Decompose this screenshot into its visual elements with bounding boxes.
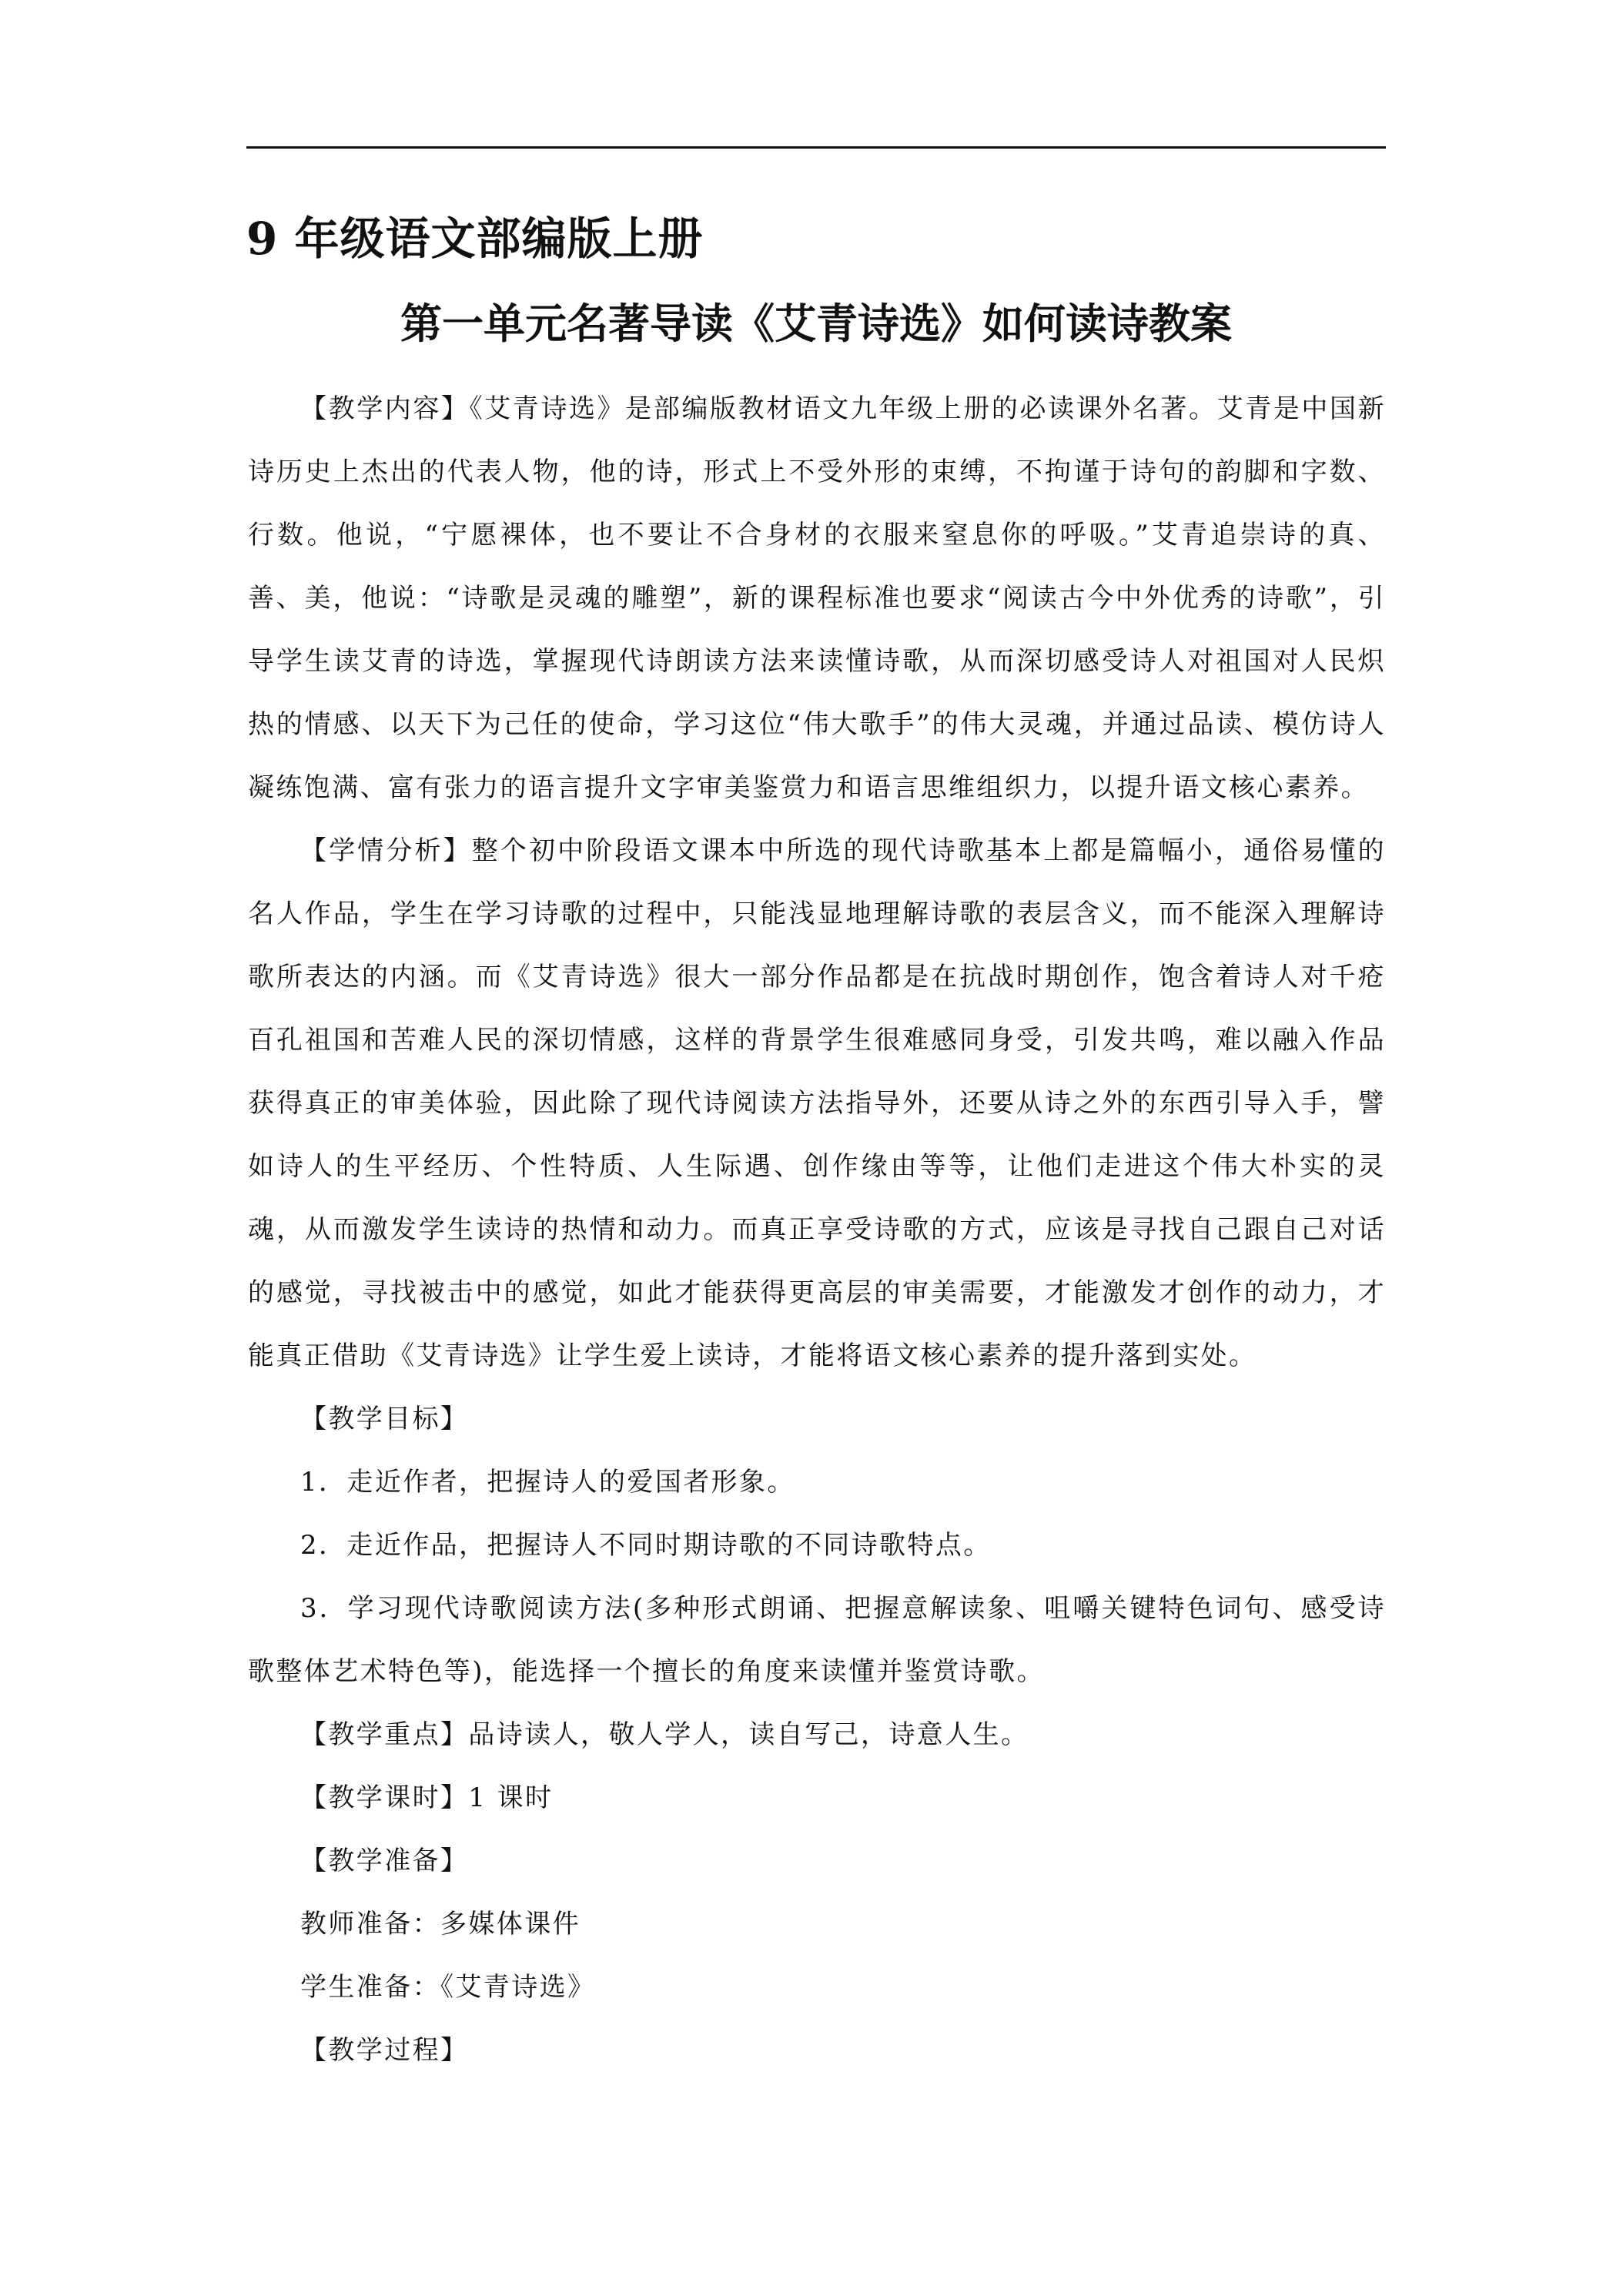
teaching-content-paragraph: 【教学内容】《艾青诗选》是部编版教材语文九年级上册的必读课外名著。艾青是中国新诗历史上杰出的代表人物，他的诗，形式上不受外形的束缚，不拘谨于诗句的韵脚和字数、行数。他说，“宁愿裸体，也不要让不合身材的衣服来窒息你的呼吸。”艾青追崇诗的真、善、美，他说：“诗歌是灵魂的雕塑”，新的课程标准也要求“阅读古今中外优秀的诗歌”，引导学生读艾青的诗选，掌握现代诗朗读方法来读懂诗歌，从而深切感受诗人对祖国对人民炽热的情感、以天下为己任的使命，学习这位“伟大歌手”的伟大灵魂，并通过品读、模仿诗人凝练饱满、富有张力的语言提升文字审美鉴赏力和语言思维组织力，以提升语文核心素养。 (248, 393, 1386, 803)
goals-heading: 【教学目标】 (300, 1404, 469, 1434)
prep-heading: 【教学准备】 (300, 1846, 469, 1876)
header-rule (246, 146, 1386, 149)
process-heading: 【教学过程】 (300, 2035, 469, 2066)
document-body (248, 377, 1386, 2082)
student-prep-paragraph: 学生准备：《艾青诗选》 (300, 1972, 596, 2003)
learning-analysis-paragraph: 【学情分析】整个初中阶段语文课本中所选的现代诗歌基本上都是篇幅小，通俗易懂的名人作品，学生在学习诗歌的过程中，只能浅显地理解诗歌的表层含义，而不能深入理解诗歌所表达的内涵。而《艾青诗选》很大一部分作品都是在抗战时期创作，饱含着诗人对千疮百孔祖国和苦难人民的深切情感，这样的背景学生很难感同身受，引发共鸣，难以融入作品获得真正的审美体验，因此除了现代诗阅读方法指导外，还要从诗之外的东西引导入手，譬如诗人的生平经历、个性特质、人生际遇、创作缘由等等，让他们走进这个伟大朴实的灵魂，从而激发学生读诗的热情和动力。而真正享受诗歌的方式，应该是寻找自己跟自己对话的感觉，寻找被击中的感觉，如此才能获得更高层的审美需要，才能激发才创作的动力，才能真正借助《艾青诗选》让学生爱上读诗，才能将语文核心素养的提升落到实处。 (248, 835, 1386, 1371)
document-subtitle: 第一单元名著导读《艾青诗选》如何读诗教案 (400, 299, 1232, 348)
class-hours-paragraph: 【教学课时】1 课时 (300, 1782, 554, 1813)
goal-item-2: 2．走近作品，把握诗人不同时期诗歌的不同诗歌特点。 (300, 1530, 992, 1561)
goal-item-3: 3．学习现代诗歌阅读方法(多种形式朗诵、把握意解读象、咀嚼关键特色词句、感受诗歌整体艺术特色等)，能选择一个擅长的角度来读懂并鉴赏诗歌。 (248, 1593, 1386, 1687)
teacher-prep-paragraph: 教师准备：多媒体课件 (300, 1909, 581, 1940)
goal-item-1: 1．走近作者，把握诗人的爱国者形象。 (300, 1467, 795, 1498)
key-points-paragraph: 【教学重点】品诗读人，敬人学人，读自写己，诗意人生。 (300, 1719, 1029, 1750)
document-title: 9 年级语文部编版上册 (246, 213, 704, 265)
